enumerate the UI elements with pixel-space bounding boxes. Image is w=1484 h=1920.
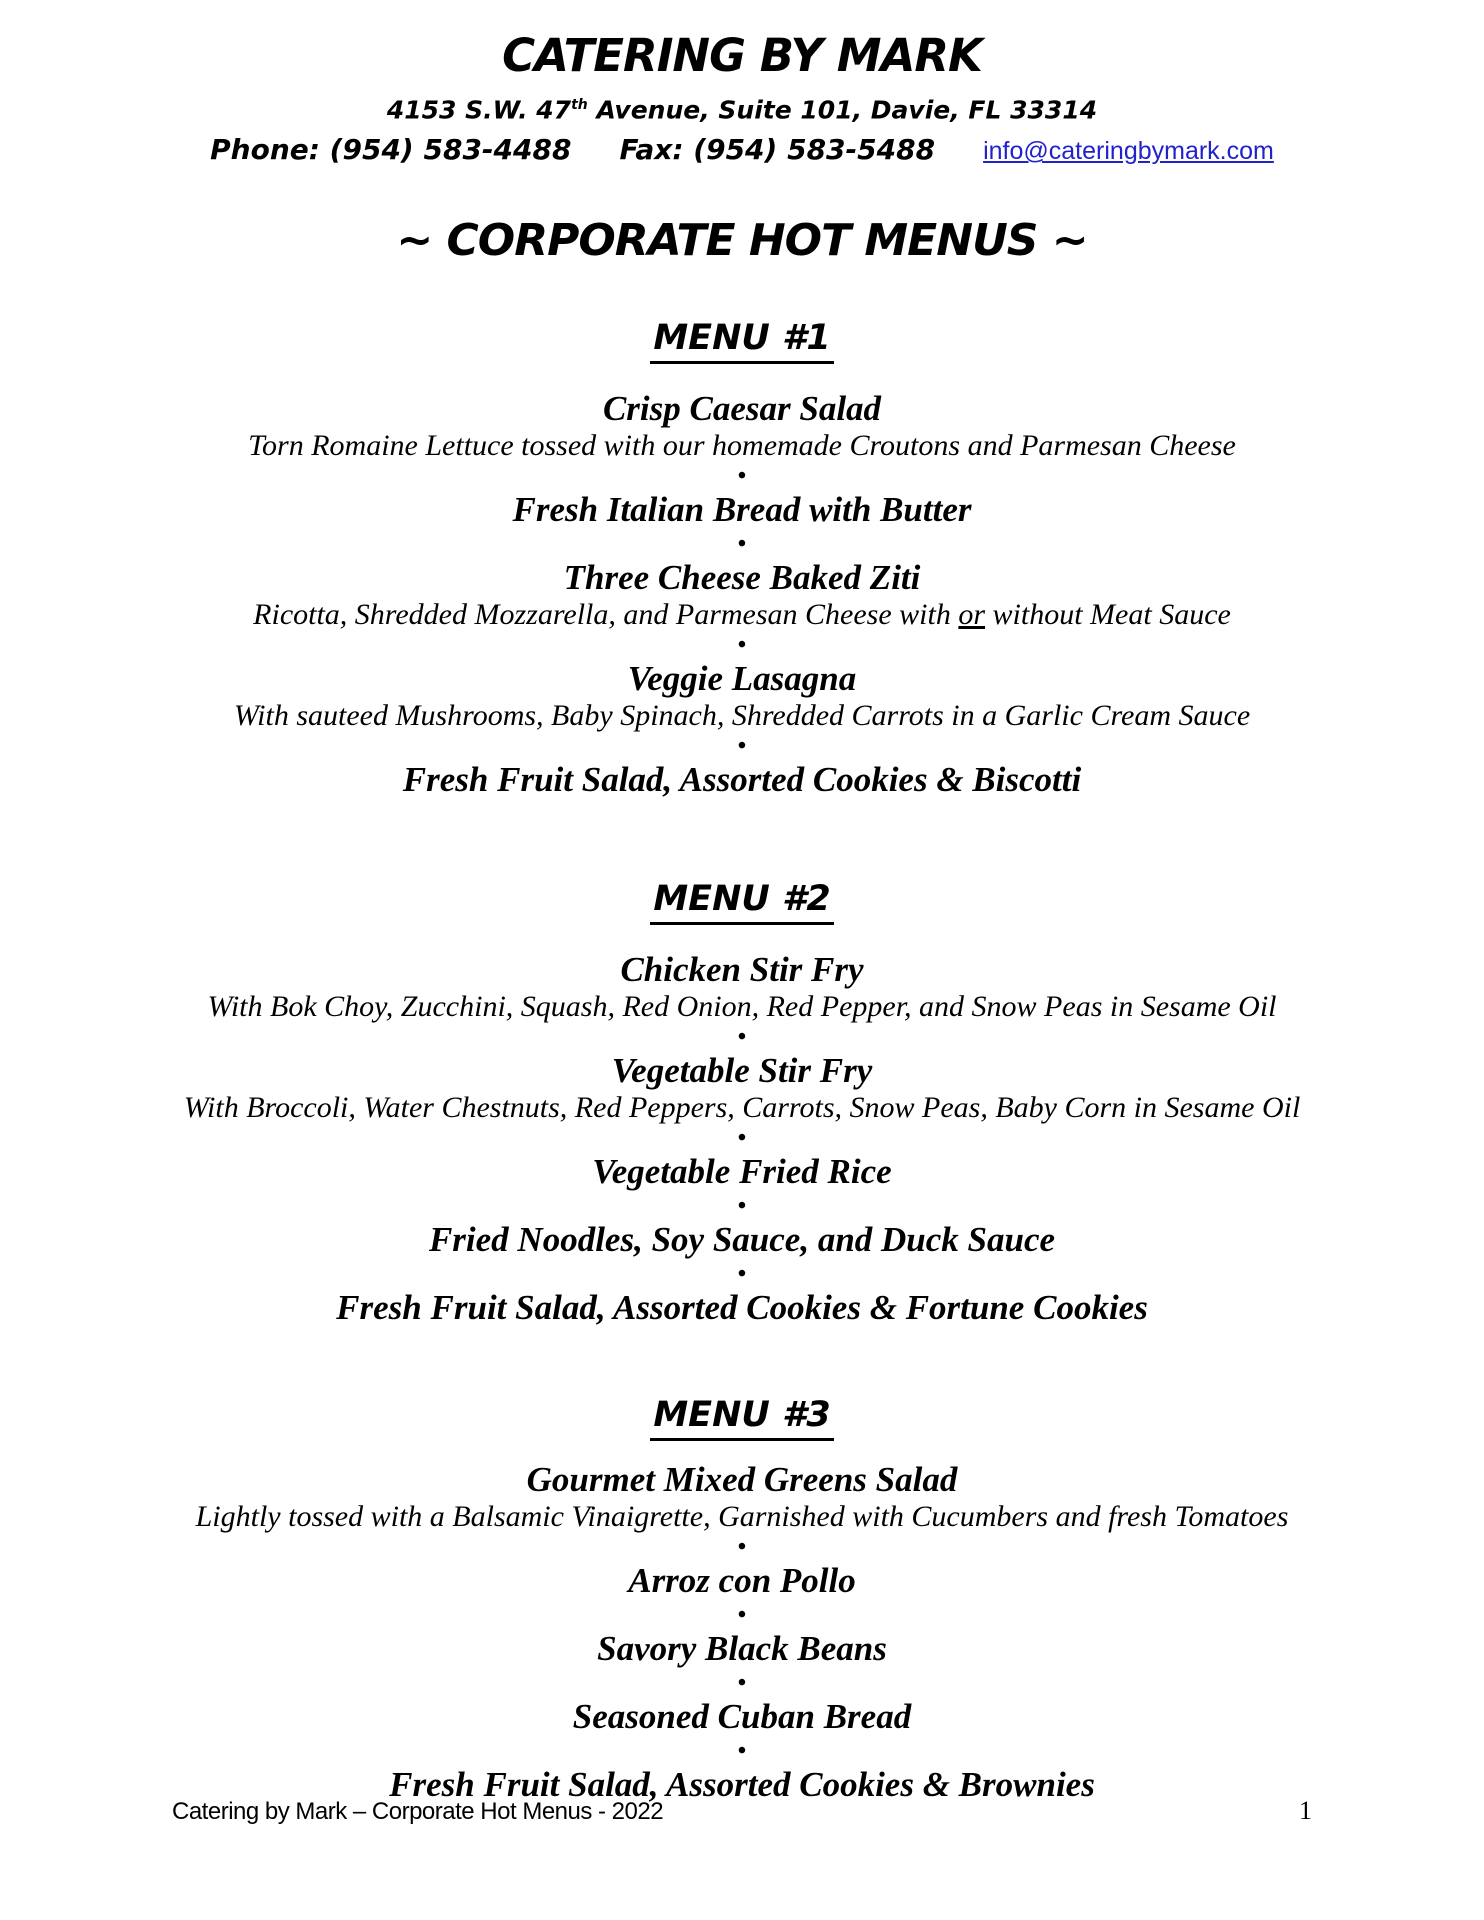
item-name: Fresh Fruit Salad, Assorted Cookies & Biscotti [402,760,1082,800]
item-description: With Bok Choy, Zucchini, Squash, Red Onion, Red Pepper, and Snow Peas in Sesame Oil [207,990,1277,1024]
bullet-separator: • [737,463,747,490]
address-suffix: Avenue, Suite 101, Davie, FL 33314 [587,95,1098,125]
bullet-separator: • [737,1024,747,1051]
item-name: Veggie Lasagna [627,659,857,699]
bullet-separator: • [737,531,747,558]
bullet-separator: • [737,632,747,659]
bullet-separator: • [737,1534,747,1561]
address-prefix: 4153 S.W. 47 [386,95,572,125]
bullet-separator: • [737,1602,747,1629]
menu-2-heading: MENU #2 [0,878,1484,920]
contact-line [0,131,1484,170]
item-name: Savory Black Beans [597,1629,887,1669]
item-description: With Broccoli, Water Chestnuts, Red Peppers, Carrots, Snow Peas, Baby Corn in Sesame Oil [183,1091,1301,1125]
item-name: Fresh Fruit Salad, Assorted Cookies & Brownies [389,1765,1095,1805]
item-name: Fresh Fruit Salad, Assorted Cookies & Fortune Cookies [336,1288,1148,1328]
bullet-separator: • [737,1670,747,1697]
phone-label: Phone: (954) 583-4488 [210,133,572,167]
footer-text: Catering by Mark – Corporate Hot Menus - 2022 [172,1798,664,1825]
address-line [0,90,1484,125]
item-description: Lightly tossed with a Balsamic Vinaigrette, Garnished with Cucumbers and fresh Tomatoes [195,1500,1289,1534]
fax-label: Fax: (954) 583-5488 [619,133,936,167]
bullet-separator: • [737,1125,747,1152]
page-footer [172,1796,1312,1826]
menu-1-heading: MENU #1 [0,317,1484,359]
item-name: Vegetable Fried Rice [592,1152,892,1192]
menu-3-items [0,1460,1484,1805]
item-description: Ricotta, Shredded Mozzarella, and Parmesan Cheese with or without Meat Sauce [253,598,1231,632]
underlined-or: or [958,598,986,632]
document-header [0,0,1484,170]
item-name: Crisp Caesar Salad [602,389,882,429]
item-name: Chicken Stir Fry [620,950,864,990]
menu-section-1 [0,317,1484,800]
item-name: Fried Noodles, Soy Sauce, and Duck Sauce [428,1220,1056,1260]
item-description: With sauteed Mushrooms, Baby Spinach, Shredded Carrots in a Garlic Cream Sauce [233,699,1251,733]
item-name: Seasoned Cuban Bread [572,1697,912,1737]
menu-2-items [0,950,1484,1328]
item-name: Arroz con Pollo [628,1561,856,1601]
menu-1-items [0,389,1484,800]
item-name: Three Cheese Baked Ziti [563,558,921,598]
item-name: Vegetable Stir Fry [611,1051,873,1091]
email-link[interactable]: info@cateringbymark.com [983,137,1274,166]
menu-section-2 [0,878,1484,1328]
item-description: Torn Romaine Lettuce tossed with our homemade Croutons and Parmesan Cheese [248,429,1236,463]
page-title: ~ CORPORATE HOT MENUS ~ [396,215,1088,267]
bullet-separator: • [737,1261,747,1288]
menu-section-3 [0,1394,1484,1805]
bullet-separator: • [737,1193,747,1220]
item-name: Fresh Italian Bread with Butter [512,490,972,530]
bullet-separator: • [737,733,747,760]
address-ordinal: th [571,97,588,113]
page-number: 1 [1299,1796,1312,1825]
item-name: Gourmet Mixed Greens Salad [526,1460,958,1500]
bullet-separator: • [737,1738,747,1765]
business-name: CATERING BY MARK [502,29,982,82]
menu-3-heading: MENU #3 [0,1394,1484,1436]
